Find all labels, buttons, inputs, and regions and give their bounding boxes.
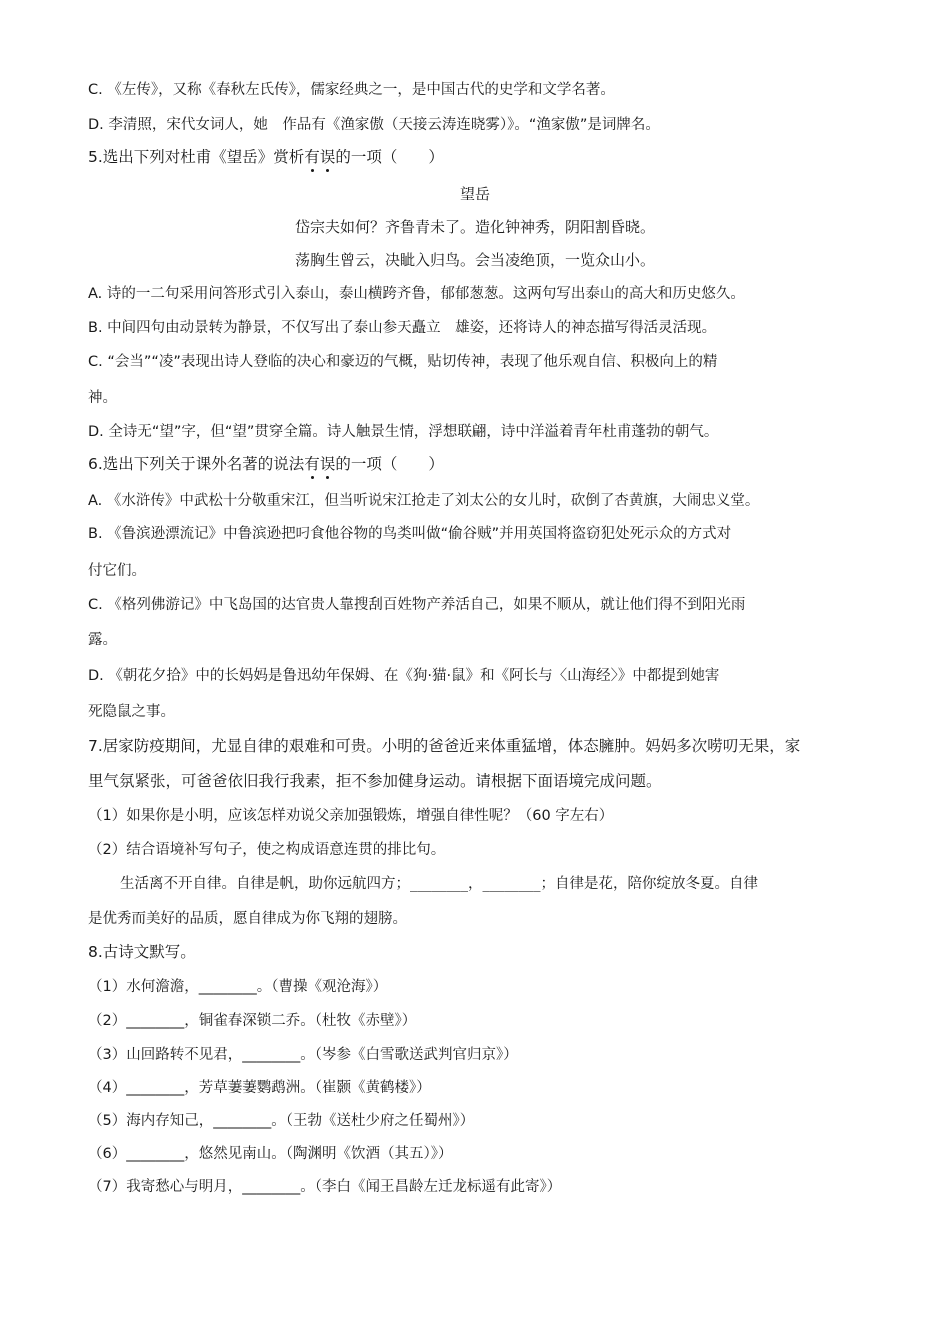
option-d-prev: D. 李清照，宋代女词人，她 作品有《渔家傲（天接云涛连晓雾）》。“渔家傲”是词牌名。 xyxy=(88,117,660,133)
sub-question-1: （1）如果你是小明，应该怎样劝说父亲加强锻炼，增强自律性呢？（60 字左右） xyxy=(88,808,614,824)
emphasis-char: 有 xyxy=(304,455,320,473)
stem-text: 5.选出下列对杜甫《望岳》赏析 xyxy=(88,148,305,166)
stem-text: 6.选出下列关于课外名著的说法 xyxy=(88,455,305,473)
question-7-stem: 7.居家防疫期间，尤显自律的艰难和可贵。小明的爸爸近来体重猛增，体态臃肿。妈妈多次唠叨无果，家 xyxy=(88,737,801,755)
option-a: A. 诗的一二句采用问答形式引入泰山，泰山横跨齐鲁，郁郁葱葱。这两句写出泰山的高大和历史悠久。 xyxy=(88,286,745,302)
poem-line: 岱宗夫如何？齐鲁青未了。造化钟神秀，阴阳割昏晓。 xyxy=(294,218,655,236)
recitation-item: （2）________，铜雀春深锁二乔。（杜牧《赤壁》） xyxy=(88,1013,417,1029)
recitation-item: （6）________，悠然见南山。（陶渊明《饮酒（其五）》） xyxy=(88,1146,453,1162)
stem-text: 的一项（ ） xyxy=(335,455,444,473)
sub-question-2: （2）结合语境补写句子，使之构成语意连贯的排比句。 xyxy=(88,842,446,858)
context-text-cont: 是优秀而美好的品质，愿自律成为你飞翔的翅膀。 xyxy=(88,911,407,927)
option-c: C. 《格列佛游记》中飞岛国的达官贵人靠搜刮百姓物产养活自己，如果不顺从，就让他们得不到阳光雨 xyxy=(88,597,746,613)
question-7-stem-cont: 里气氛紧张，可爸爸依旧我行我素，拒不参加健身运动。请根据下面语境完成问题。 xyxy=(88,772,662,790)
emphasis-char: 误 xyxy=(319,455,336,473)
option-c: C. “会当”“凌”表现出诗人登临的决心和豪迈的气概，贴切传神，表现了他乐观自信、积极向上的精 xyxy=(88,354,718,370)
context-text: 生活离不开自律。自律是帆，助你远航四方；________，________；自律是花，陪你绽放冬夏。自律 xyxy=(120,876,758,892)
recitation-item: （5）海内存知己，________。（王勃《送杜少府之任蜀州》） xyxy=(88,1113,475,1129)
question-6-stem xyxy=(88,454,444,474)
stem-text: 的一项（ ） xyxy=(335,148,444,166)
recitation-item: （7）我寄愁心与明月，________。（李白《闻王昌龄左迁龙标遥有此寄》） xyxy=(88,1179,562,1195)
emphasis-char: 有 xyxy=(304,148,320,166)
option-b: B. 中间四句由动景转为静景，不仅写出了泰山参天矗立 雄姿，还将诗人的神态描写得活灵活现。 xyxy=(88,320,717,336)
recitation-item: （3）山回路转不见君，________。（岑参《白雪歌送武判官归京》） xyxy=(88,1047,518,1063)
poem-line: 荡胸生曾云，决眦入归鸟。会当凌绝顶，一览众山小。 xyxy=(294,251,655,269)
option-b: B. 《鲁滨逊漂流记》中鲁滨逊把叼食他谷物的鸟类叫做“偷谷贼”并用英国将盗窃犯处死示众的方式对 xyxy=(88,526,732,542)
option-d-cont: 死隐鼠之事。 xyxy=(88,704,175,720)
option-c-cont: 神。 xyxy=(88,390,117,406)
option-a: A. 《水浒传》中武松十分敬重宋江，但当听说宋江抢走了刘太公的女儿时，砍倒了杏黄旗，大闹忠义堂。 xyxy=(88,493,760,509)
question-8-stem: 8.古诗文默写。 xyxy=(88,943,196,961)
option-c-prev: C. 《左传》，又称《春秋左氏传》，儒家经典之一，是中国古代的史学和文学名著。 xyxy=(88,82,615,98)
option-b-cont: 付它们。 xyxy=(88,563,146,579)
option-c-cont: 露。 xyxy=(88,632,117,648)
option-d: D. 《朝花夕拾》中的长妈妈是鲁迅幼年保姆、在《狗·猫·鼠》和《阿长与〈山海经〉》中都提到她害 xyxy=(88,668,720,684)
emphasis-char: 误 xyxy=(319,148,336,166)
recitation-item: （4）________，芳草萋萋鹦鹉洲。（崔颢《黄鹤楼》） xyxy=(88,1080,431,1096)
question-5-stem xyxy=(88,147,444,167)
poem-title: 望岳 xyxy=(459,185,490,203)
option-d: D. 全诗无“望”字，但“望”贯穿全篇。诗人触景生情，浮想联翩，诗中洋溢着青年杜甫蓬勃的朝气。 xyxy=(88,424,719,440)
recitation-item: （1）水何澹澹，________。（曹操《观沧海》） xyxy=(88,979,388,995)
